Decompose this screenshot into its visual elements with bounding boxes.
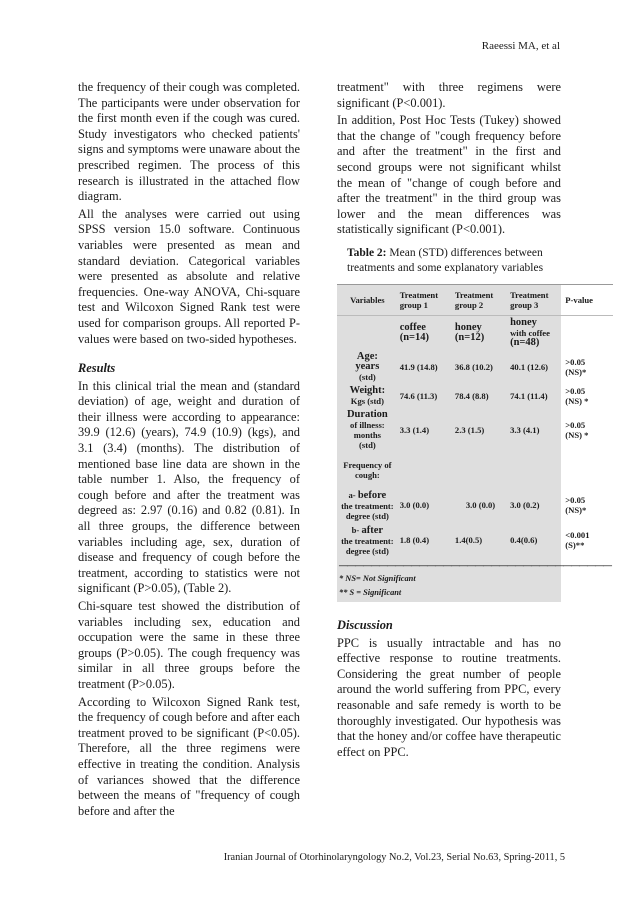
group-2-n: (n=12)	[454, 331, 485, 343]
table-row-weight	[337, 384, 613, 408]
group-1-name: coffee	[399, 321, 426, 333]
cell-group-3: 3.3 (4.1)	[510, 424, 540, 435]
table-caption	[347, 246, 561, 276]
cell-group-2: 78.4 (8.8)	[454, 390, 489, 401]
cell-p-value: >0.05 (NS) *	[565, 385, 589, 406]
cell-p-value: >0.05 (NS)*	[565, 495, 587, 516]
header-p-value: P-value	[563, 284, 613, 315]
cell-group-1: 3.0 (0.0)	[399, 500, 430, 511]
table-row-before	[337, 488, 613, 523]
table-caption-text: Mean (STD) differences between treatments and some explanatory variables	[347, 246, 544, 274]
group-3-n: (n=48)	[510, 336, 540, 348]
subheader-group-3	[508, 315, 563, 350]
cell-group-3: 3.0 (0.2)	[510, 500, 540, 511]
table-row-after	[337, 523, 613, 558]
table-footnote-row	[337, 572, 613, 586]
cell-group-3: 40.1 (12.6)	[510, 361, 549, 372]
table-row-age	[337, 350, 613, 384]
header-group-1: Treatment group 1	[398, 284, 453, 315]
group-1-n: (n=14)	[399, 331, 430, 343]
results-heading: Results	[78, 361, 116, 376]
cell-group-1: 41.9 (14.8)	[399, 361, 438, 372]
body-paragraph: the frequency of their cough was completed. The participants were under observation for the first month even if the cough was cured. Study investigators who checked patients' signs and symptoms were unaware about the prescribed regimen. The process of this research is illustrated in the attached flow diagram.	[78, 80, 300, 204]
running-header-author: Raeessi MA, et al	[481, 40, 560, 52]
cell-group-3: 0.4(0.6)	[510, 535, 538, 546]
table-divider-row	[337, 558, 613, 572]
group-3-name: honey	[510, 316, 537, 328]
table-row-duration	[337, 408, 613, 452]
discussion-heading: Discussion	[337, 617, 393, 632]
cell-group-3: 74.1 (11.4)	[510, 390, 548, 401]
header-group-3: Treatment group 3	[508, 284, 563, 315]
cell-p-value: >0.05 (NS)*	[565, 356, 587, 377]
body-paragraph: In this clinical trial the mean and (standard deviation) of age, weight and duration of their illness were according to appearance: 39.9 (12.6) (years), 74.9 (10.9) (kgs), and 3.1 (3.4) (months). The distribution of mentioned base line data are shown in the table number 1. Also, the frequency of cough before and after the treatment was degreed as: 2.97 (0.16) and 0.82 (0.81). In all three groups, the difference between variables including age, sex, duration of disease and frequency of cough before the treatment, according to statistics were not significant (P>0.05), (Table 2).	[78, 378, 300, 596]
dash-divider: ——————————————————————————————————	[339, 559, 611, 570]
cell-group-1: 74.6 (11.3)	[399, 390, 438, 401]
table-footnote-row	[337, 586, 613, 602]
body-paragraph: PPC is usually intractable and has no effective response to routine treatments. Considering the great number of people around the world suffering from PPC, every reasonable and safe remedy is worth to be thoroughly investigated. Our hypothesis was that the honey and/or coffee have therapeutic effect on PPC.	[337, 635, 561, 759]
right-column	[337, 80, 611, 762]
body-paragraph: Chi-square test showed the distribution of variables including sex, education and occupation were the same in these three groups (P>0.05). The cough frequency was similar in all three groups before the treatment (P>0.05).	[78, 599, 300, 691]
footnote-ns: * NS= Not Significant	[339, 573, 416, 583]
cell-group-2: 36.8 (10.2)	[454, 361, 493, 372]
left-column	[78, 80, 300, 821]
table-row-frequency-label	[337, 452, 613, 488]
header-group-2: Treatment group 2	[453, 284, 508, 315]
table-caption-label: Table 2:	[347, 246, 387, 259]
cell-p-value: <0.001 (S)**	[565, 530, 590, 551]
table-subheader-row	[337, 315, 613, 350]
cell-group-2: 3.0 (0.0)	[465, 500, 496, 511]
row-label: a- before the treatment: degree (std)	[341, 489, 394, 521]
row-label: Duration of illness: months (std)	[346, 408, 388, 450]
cell-group-2: 2.3 (1.5)	[454, 424, 485, 435]
row-label: Weight: Kgs (std)	[349, 384, 386, 406]
cell-p-value: >0.05 (NS) *	[565, 419, 589, 440]
group-3-with: with coffee	[510, 327, 550, 338]
page-footer: Iranian Journal of Otorhinolaryngology No.2, Vol.23, Serial No.63, Spring-2011, 5	[223, 852, 565, 863]
table-header-row	[337, 284, 613, 315]
body-paragraph: All the analyses were carried out using SPSS version 15.0 software. Continuous variables were presented as mean and standard deviation. Categorical variables were presented as absolute and relative frequencies. One-way ANOVA, Chi-square test and Wilcoxon Signed Rank test were used for comparison groups. All reported P-values were based on two-sided hypotheses.	[78, 206, 300, 346]
row-label: b- after the treatment: degree (std)	[341, 524, 394, 556]
body-paragraph: In addition, Post Hoc Tests (Tukey) showed that the change of "cough frequency before and after the treatment" in the first and second groups were not significant whilst the mean of "change of cough before and after the treatment" in the third group was lower and the mean differences was statistically significant (P<0.001).	[337, 113, 561, 237]
row-label: Frequency of cough:	[343, 459, 392, 480]
cell-group-1: 1.8 (0.4)	[399, 535, 430, 546]
footnote-s: ** S = Significant	[339, 587, 402, 597]
body-paragraph: According to Wilcoxon Signed Rank test, the frequency of cough before and after each treatment proved to be significant (P<0.05). Therefore, all the three regimens were effective in treating the condition. Analysis of variances showed that the difference between the means of "frequency of cough before and after the	[78, 694, 300, 818]
row-label: Age: years (std)	[355, 350, 380, 382]
group-2-name: honey	[454, 321, 482, 333]
table-2	[337, 284, 611, 602]
header-variables: Variables	[337, 284, 398, 315]
body-paragraph: treatment" with three regimens were significant (P<0.001).	[337, 80, 561, 110]
subheader-group-1	[398, 315, 453, 350]
cell-group-2: 1.4(0.5)	[454, 535, 483, 546]
cell-group-1: 3.3 (1.4)	[399, 424, 430, 435]
subheader-group-2	[453, 315, 508, 350]
